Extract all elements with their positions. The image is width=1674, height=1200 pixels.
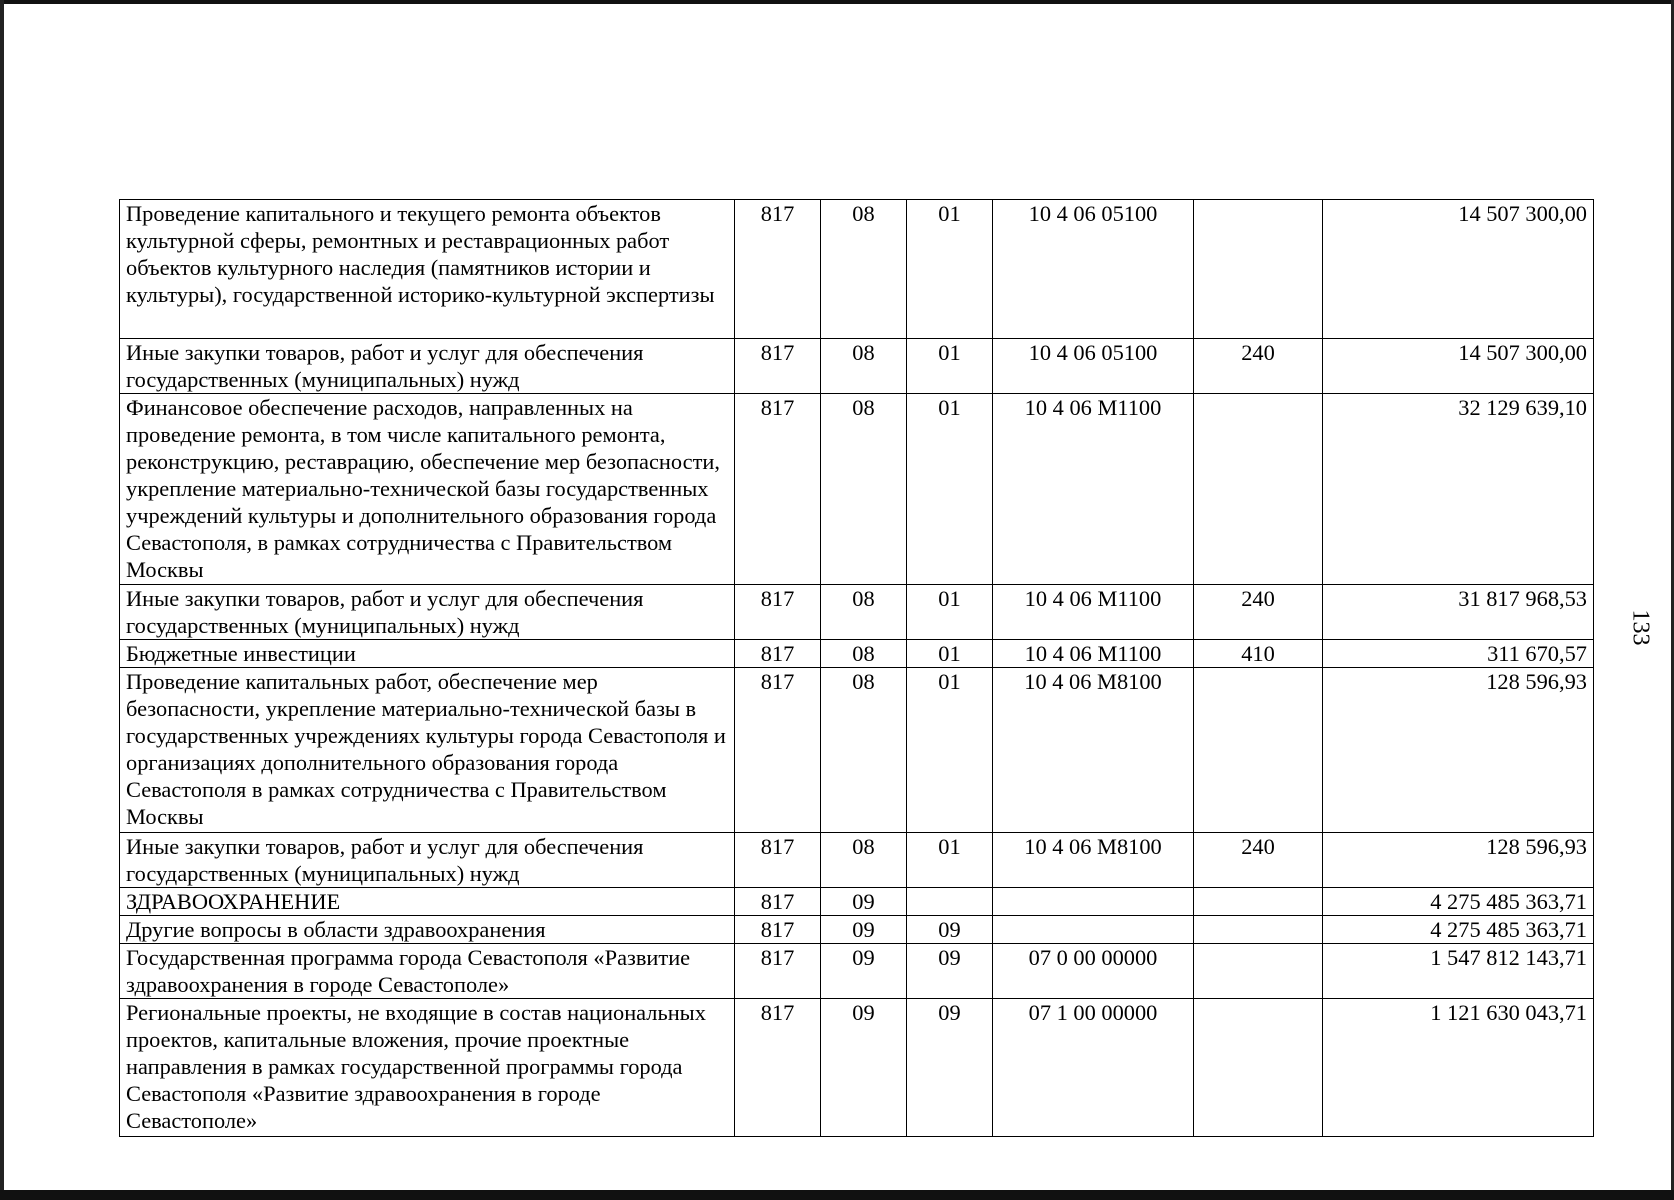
row-name: Финансовое обеспечение расходов, направленных на проведение ремонта, в том числе капитального ремонта, реконструкцию, реставрацию, обеспечение мер безопасности, укрепление материально-технической базы государственных учреждений культуры и дополнительного образования города Севастополя, в рамках сотрудничества с Правительством Москвы <box>120 394 735 585</box>
row-section: 08 <box>821 339 907 394</box>
row-grbs: 817 <box>735 640 821 668</box>
row-section: 08 <box>821 833 907 888</box>
row-name: Бюджетные инвестиции <box>120 640 735 668</box>
row-sum: 128 596,93 <box>1323 833 1594 888</box>
row-subsection: 01 <box>907 394 993 585</box>
row-expense-type <box>1194 916 1323 944</box>
row-name: ЗДРАВООХРАНЕНИЕ <box>120 888 735 916</box>
row-grbs: 817 <box>735 916 821 944</box>
row-subsection: 09 <box>907 944 993 999</box>
row-expense-type <box>1194 394 1323 585</box>
row-name: Государственная программа города Севастополя «Развитие здравоохранения в городе Севастополе» <box>120 944 735 999</box>
table-row <box>120 833 1594 888</box>
scan-edge-left <box>0 0 4 1200</box>
row-expense-type <box>1194 944 1323 999</box>
row-section: 08 <box>821 200 907 339</box>
row-section: 09 <box>821 888 907 916</box>
row-target-article: 07 1 00 00000 <box>993 999 1194 1137</box>
row-target-article: 10 4 06 М1100 <box>993 394 1194 585</box>
row-name: Иные закупки товаров, работ и услуг для обеспечения государственных (муниципальных) нужд <box>120 833 735 888</box>
row-section: 08 <box>821 585 907 640</box>
row-grbs: 817 <box>735 339 821 394</box>
row-target-article: 07 0 00 00000 <box>993 944 1194 999</box>
row-name: Другие вопросы в области здравоохранения <box>120 916 735 944</box>
row-expense-type <box>1194 999 1323 1137</box>
row-target-article: 10 4 06 05100 <box>993 339 1194 394</box>
row-section: 09 <box>821 916 907 944</box>
row-section: 09 <box>821 944 907 999</box>
scan-edge-top <box>0 0 1674 4</box>
row-sum: 31 817 968,53 <box>1323 585 1594 640</box>
row-sum: 14 507 300,00 <box>1323 200 1594 339</box>
row-subsection: 01 <box>907 668 993 833</box>
row-sum: 1 121 630 043,71 <box>1323 999 1594 1137</box>
row-subsection: 09 <box>907 999 993 1137</box>
row-grbs: 817 <box>735 944 821 999</box>
row-target-article <box>993 916 1194 944</box>
table-row <box>120 999 1594 1137</box>
row-target-article: 10 4 06 М8100 <box>993 668 1194 833</box>
row-subsection <box>907 888 993 916</box>
row-section: 08 <box>821 668 907 833</box>
row-expense-type: 240 <box>1194 339 1323 394</box>
row-name: Иные закупки товаров, работ и услуг для обеспечения государственных (муниципальных) нужд <box>120 585 735 640</box>
row-sum: 4 275 485 363,71 <box>1323 888 1594 916</box>
row-grbs: 817 <box>735 833 821 888</box>
row-section: 08 <box>821 640 907 668</box>
table-row <box>120 944 1594 999</box>
row-name: Проведение капитального и текущего ремонта объектов культурной сферы, ремонтных и реставрационных работ объектов культурного наследия (памятников истории и культуры), государственной историко-культурной экспертизы <box>120 200 735 339</box>
row-grbs: 817 <box>735 668 821 833</box>
row-name: Проведение капитальных работ, обеспечение мер безопасности, укрепление материально-технической базы в государственных учреждениях культуры города Севастополя и организациях дополнительного образования города Севастополя в рамках сотрудничества с Правительством Москвы <box>120 668 735 833</box>
row-sum: 128 596,93 <box>1323 668 1594 833</box>
row-target-article: 10 4 06 05100 <box>993 200 1194 339</box>
budget-table <box>119 199 1594 1137</box>
row-target-article: 10 4 06 М1100 <box>993 585 1194 640</box>
table-row <box>120 339 1594 394</box>
row-sum: 311 670,57 <box>1323 640 1594 668</box>
row-grbs: 817 <box>735 888 821 916</box>
row-target-article: 10 4 06 М1100 <box>993 640 1194 668</box>
row-subsection: 01 <box>907 833 993 888</box>
row-subsection: 01 <box>907 200 993 339</box>
row-expense-type: 240 <box>1194 833 1323 888</box>
row-expense-type <box>1194 668 1323 833</box>
row-section: 09 <box>821 999 907 1137</box>
table-row <box>120 200 1594 339</box>
row-grbs: 817 <box>735 200 821 339</box>
row-grbs: 817 <box>735 585 821 640</box>
table-row <box>120 916 1594 944</box>
row-target-article: 10 4 06 М8100 <box>993 833 1194 888</box>
row-target-article <box>993 888 1194 916</box>
row-sum: 1 547 812 143,71 <box>1323 944 1594 999</box>
row-subsection: 09 <box>907 916 993 944</box>
table-row <box>120 585 1594 640</box>
row-subsection: 01 <box>907 339 993 394</box>
row-sum: 4 275 485 363,71 <box>1323 916 1594 944</box>
table-row <box>120 640 1594 668</box>
row-expense-type: 240 <box>1194 585 1323 640</box>
table-row <box>120 888 1594 916</box>
row-expense-type <box>1194 200 1323 339</box>
scan-edge-bottom <box>0 1190 1674 1200</box>
row-sum: 32 129 639,10 <box>1323 394 1594 585</box>
row-subsection: 01 <box>907 585 993 640</box>
table-row <box>120 394 1594 585</box>
row-subsection: 01 <box>907 640 993 668</box>
row-expense-type: 410 <box>1194 640 1323 668</box>
row-grbs: 817 <box>735 394 821 585</box>
page-number: 133 <box>1627 609 1654 646</box>
row-name: Иные закупки товаров, работ и услуг для обеспечения государственных (муниципальных) нужд <box>120 339 735 394</box>
table-row <box>120 668 1594 833</box>
row-sum: 14 507 300,00 <box>1323 339 1594 394</box>
row-name: Региональные проекты, не входящие в состав национальных проектов, капитальные вложения, прочие проектные направления в рамках государственной программы города Севастополя «Развитие здравоохранения в городе Севастополе» <box>120 999 735 1137</box>
row-expense-type <box>1194 888 1323 916</box>
row-grbs: 817 <box>735 999 821 1137</box>
row-section: 08 <box>821 394 907 585</box>
